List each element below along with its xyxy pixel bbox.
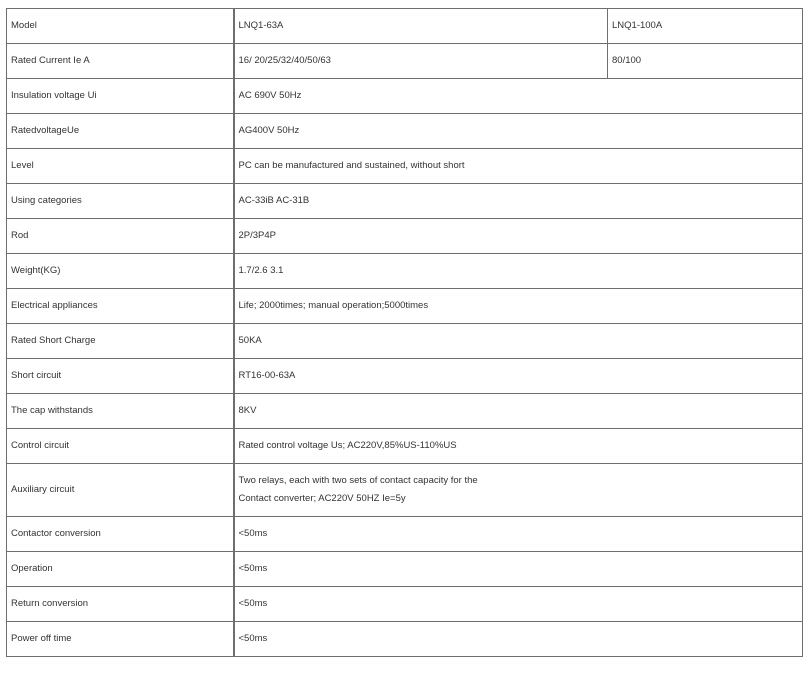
cell-line: Contact converter; AC220V 50HZ Ie=5y [238,493,406,504]
cell-value: 2P/3P4P [234,219,803,254]
row-label: Power off time [7,622,234,657]
cell-value: Rated control voltage Us; AC220V,85%US-110%US [234,429,803,464]
table-row [7,394,803,429]
table-row [7,359,803,394]
cell-value: AC 690V 50Hz [234,79,803,114]
table-row [7,219,803,254]
table-row [7,44,803,79]
row-label: Operation [7,552,234,587]
row-label: Level [7,149,234,184]
row-label: Weight(KG) [7,254,234,289]
cell-value: RT16-00-63A [234,359,803,394]
cell-value: 50KA [234,324,803,359]
row-label: Using categories [7,184,234,219]
cell-value: Life; 2000times; manual operation;5000times [234,289,803,324]
row-label: Contactor conversion [7,517,234,552]
cell-value [234,464,803,517]
cell-value: <50ms [234,587,803,622]
cell-value: 16/ 20/25/32/40/50/63 [234,44,608,79]
cell-value: 1.7/2.6 3.1 [234,254,803,289]
table-row [7,149,803,184]
row-label: Control circuit [7,429,234,464]
cell-value: <50ms [234,622,803,657]
table-row [7,79,803,114]
cell-value: AC-33iB AC-31B [234,184,803,219]
table-row [7,429,803,464]
cell-value: LNQ1-63A [234,9,608,44]
row-label: Insulation voltage Ui [7,79,234,114]
cell-line: Two relays, each with two sets of contact capacity for the [238,475,478,486]
row-label: Electrical appliances [7,289,234,324]
row-label: Rated Short Charge [7,324,234,359]
table-row [7,552,803,587]
cell-value: 80/100 [608,44,803,79]
table-row [7,184,803,219]
table-row [7,289,803,324]
table-row [7,114,803,149]
cell-value: 8KV [234,394,803,429]
row-label: RatedvoltageUe [7,114,234,149]
cell-value: <50ms [234,517,803,552]
row-label: Auxiliary circuit [7,464,234,517]
table-row [7,517,803,552]
table-row [7,9,803,44]
cell-value: <50ms [234,552,803,587]
row-label: Return conversion [7,587,234,622]
table-row [7,254,803,289]
cell-value: AG400V 50Hz [234,114,803,149]
table-row [7,622,803,657]
table-row [7,587,803,622]
spec-table [6,8,803,657]
row-label: Rod [7,219,234,254]
row-label: Model [7,9,234,44]
row-label: The cap withstands [7,394,234,429]
table-row [7,464,803,517]
row-label: Short circuit [7,359,234,394]
row-label: Rated Current Ie A [7,44,234,79]
table-row [7,324,803,359]
cell-value: PC can be manufactured and sustained, without short [234,149,803,184]
cell-value: LNQ1-100A [608,9,803,44]
